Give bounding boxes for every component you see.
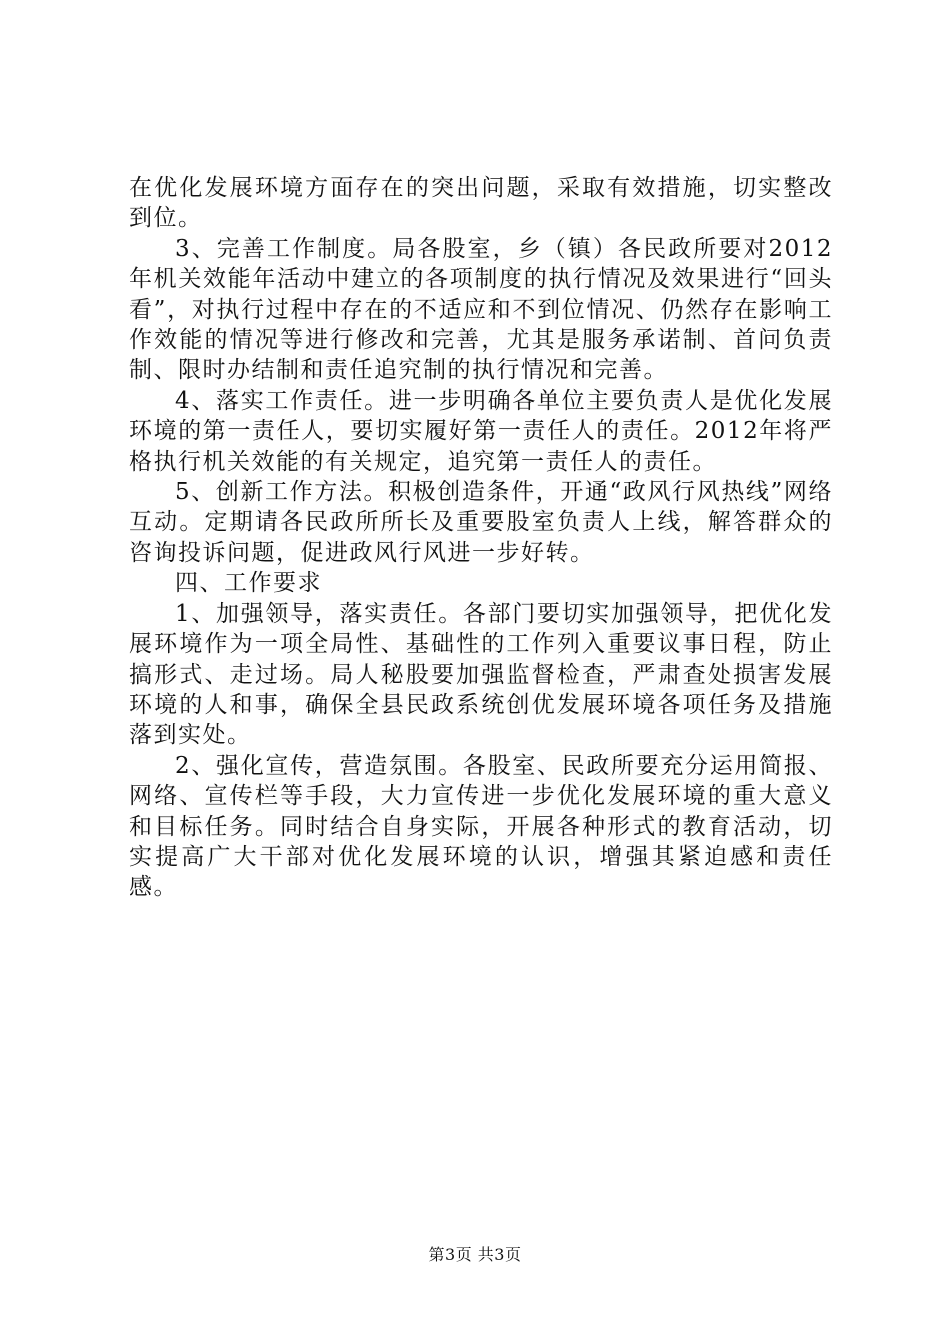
paragraph-item-4: 4、落实工作责任。进一步明确各单位主要负责人是优化发展环境的第一责任人，要切实履好第一责任人的责任。2012年将严格执行机关效能的有关规定，追究第一责任人的责任。 [129,387,833,475]
paragraph-continuation: 在优化发展环境方面存在的突出问题，采取有效措施，切实整改到位。 [129,175,833,232]
document-body [129,173,833,903]
paragraph-item-3: 3、完善工作制度。局各股室，乡（镇）各民政所要对2012年机关效能年活动中建立的各项制度的执行情况及效果进行“回头看”，对执行过程中存在的不适应和不到位情况、仍然存在影响工作效能的情况等进行修改和完善，尤其是服务承诺制、首问负责制、限时办结制和责任追究制的执行情况和完善。 [129,235,833,384]
page-footer [0,1242,950,1265]
section-heading-work-requirements: 四、工作要求 [175,570,322,597]
paragraph-requirement-1: 1、加强领导，落实责任。各部门要切实加强领导，把优化发展环境作为一项全局性、基础性的工作列入重要议事日程，防止搞形式、走过场。局人秘股要加强监督检查，严肃查处损害发展环境的人和事，确保全县民政系统创优发展环境各项任务及措施落到实处。 [129,600,833,749]
paragraph-item-5: 5、创新工作方法。积极创造条件，开通“政风行风热线”网络互动。定期请各民政所所长及重要股室负责人上线，解答群众的咨询投诉问题，促进政风行风进一步好转。 [129,479,833,566]
paragraph-requirement-2: 2、强化宣传，营造氛围。各股室、民政所要充分运用简报、网络、宣传栏等手段，大力宣传进一步优化发展环境的重大意义和目标任务。同时结合自身实际，开展各种形式的教育活动，切实提高广大干部对优化发展环境的认识，增强其紧迫感和责任感。 [129,752,833,901]
page-number-label: 第3页 共3页 [428,1245,522,1264]
